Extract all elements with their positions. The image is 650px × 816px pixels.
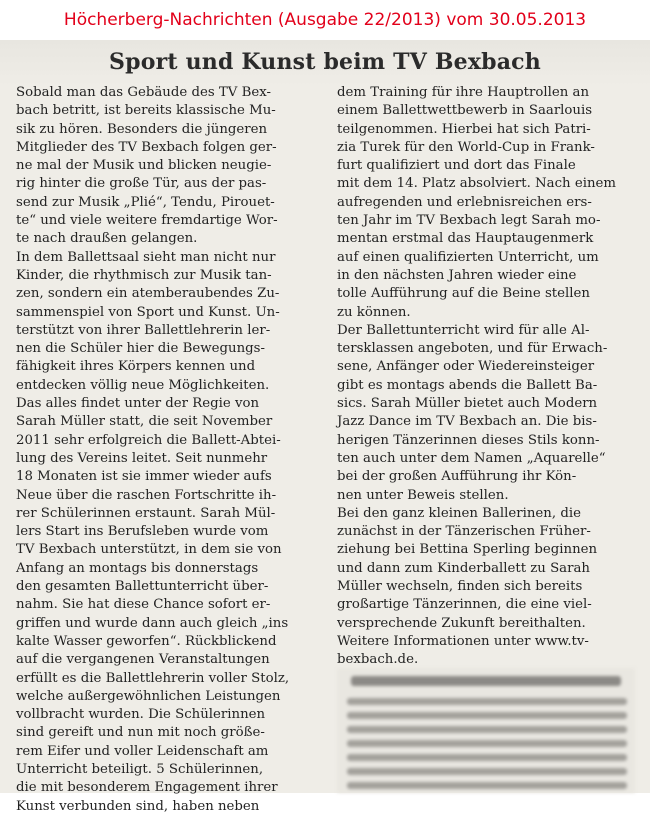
article-text-line: vollbracht wurden. Die Schülerinnen [16,707,266,723]
article-text-line: sind gereift und nun mit noch größe- [16,725,265,741]
article-column-right [337,84,635,670]
newspaper-clipping [0,40,650,814]
article-text-line: einem Ballettwettbewerb in Saarlouis [337,103,593,119]
article-text-line: mentan erstmal das Hauptaugenmerk [337,231,594,247]
article-text-line: griffen und wurde dann auch gleich „ins [16,615,289,631]
article-text-line: ne mal der Musik und blicken neugie- [16,158,272,174]
article-text-line: auf die vergangenen Veranstaltungen [16,652,270,668]
blurred-line [347,768,627,775]
article-column-left [16,84,314,816]
article-text-line: Bei den ganz kleinen Ballerinen, die [337,505,581,521]
article-text-line: Das alles findet unter der Regie von [16,396,260,412]
blurred-adjacent-notice [337,668,635,793]
blurred-line [347,698,627,705]
article-text-line: sik zu hören. Besonders die jüngeren [16,121,268,137]
article-text-line: zen, sondern ein atemberaubendes Zu- [16,286,280,302]
article-text-line: bach betritt, ist bereits klassische Mu- [16,103,276,119]
caption-title: Höcherberg-Nachrichten (Ausgabe 22/2013) vom 30.05.2013 [0,0,650,40]
article-text-line: te“ und viele weitere fremdartige Wor- [16,213,278,229]
article-text-line: großartige Tänzerinnen, die eine viel- [337,597,592,613]
article-text-line: aufregenden und erlebnisreichen ers- [337,194,592,210]
article-text-line: in den nächsten Jahren wieder eine [337,267,577,283]
article-text-line: bexbach.de. [337,652,419,668]
article-text-line: 2011 sehr erfolgreich die Ballett-Abtei- [16,432,281,448]
article-text-line: ziehung bei Bettina Sperling beginnen [337,542,598,558]
article-text-line: ten auch unter dem Namen „Aquarelle“ [337,450,606,466]
article-text-line: tolle Aufführung auf die Beine stellen [337,286,590,302]
article-text-line: welche außergewöhnlichen Leistungen [16,688,281,704]
article-text-line: nen die Schüler hier die Bewegungs- [16,341,265,357]
article-text-line: Sobald man das Gebäude des TV Bex- [16,85,271,100]
article-text-line: lung des Vereins leitet. Seit nunmehr [16,450,268,466]
article-text-line: Müller wechseln, finden sich bereits [337,579,583,595]
article-text-line: ten Jahr im TV Bexbach legt Sarah mo- [337,213,601,229]
article-text-line: versprechende Zukunft bereithalten. [337,615,586,631]
blurred-line [347,740,627,747]
article-text-line: mit dem 14. Platz absolviert. Nach einem [337,176,616,192]
blurred-line [347,782,627,789]
article-text-line: terstützt von ihrer Ballettlehrerin ler- [16,322,271,338]
article-text-line: die mit besonderem Engagement ihrer [16,780,278,796]
article-text-line: 18 Monaten ist sie immer wieder aufs [16,469,272,485]
article-text-line: nen unter Beweis stellen. [337,487,509,503]
article-text-line: lers Start ins Berufsleben wurde vom [16,524,269,540]
article-text-line: Anfang an montags bis donnerstags [16,560,259,576]
article-text-line: entdecken völlig neue Möglichkeiten. [16,377,270,393]
article-text-line: auf einen qualifizierten Unterricht, um [337,249,599,265]
article-text-line: tersklassen angeboten, und für Erwach- [337,341,608,357]
article-text-line: zu können. [337,304,411,320]
article-text-line: dem Training für ihre Hauptrollen an [337,85,590,100]
article-text-line: Jazz Dance im TV Bexbach an. Die bis- [337,414,597,430]
article-text-line: kalte Wasser geworfen“. Rückblickend [16,633,277,649]
article-text-line: gibt es montags abends die Ballett Ba- [337,377,598,393]
article-text-line: rem Eifer und voller Leidenschaft am [16,743,269,759]
article-text-line: sene, Anfänger oder Wiedereinsteiger [337,359,595,375]
article-text-line: Kunst verbunden sind, haben neben [16,798,260,814]
article-text-line: send zur Musik „Plié“, Tendu, Pirouet- [16,194,275,210]
article-text-line: Neue über die raschen Fortschritte ih- [16,487,277,503]
article-headline: Sport und Kunst beim TV Bexbach [109,49,541,75]
article-text-line: Der Ballettunterricht wird für alle Al- [337,322,590,338]
article-text-line: Mitglieder des TV Bexbach folgen ger- [16,139,277,155]
blurred-line [347,712,627,719]
article-text-line: teilgenommen. Hierbei hat sich Patri- [337,121,591,137]
article-text-line: fähigkeit ihres Körpers kennen und [16,359,256,375]
article-text-line: herigen Tänzerinnen dieses Stils konn- [337,432,600,448]
article-text-line: sics. Sarah Müller bietet auch Modern [337,396,598,412]
blurred-notice-title [351,676,621,686]
article-text-line: zunächst in der Tänzerischen Früher- [337,524,591,540]
article-text-line: In dem Ballettsaal sieht man nicht nur [16,249,276,265]
article-text-line: rer Schülerinnen erstaunt. Sarah Mül- [16,505,276,521]
article-text-line: erfüllt es die Ballettlehrerin voller Stolz, [16,670,290,686]
article-text-line: zia Turek für den World-Cup in Frank- [337,139,595,155]
article-text-line: rig hinter die große Tür, aus der pas- [16,176,267,192]
article-text-line: furt qualifiziert und dort das Finale [337,158,576,174]
article-text-line: nahm. Sie hat diese Chance sofort er- [16,597,271,613]
article-text-line: sammenspiel von Sport und Kunst. Un- [16,304,280,320]
article-text-line: bei der großen Aufführung ihr Kön- [337,469,577,485]
article-text-line: Unterricht beteiligt. 5 Schülerinnen, [16,761,264,777]
blurred-line [347,754,627,761]
article-text-line: den gesamten Ballettunterricht über- [16,579,269,595]
article-text-line: Sarah Müller statt, die seit November [16,414,273,430]
article-text-line: und dann zum Kinderballett zu Sarah [337,560,590,576]
article-text-line: TV Bexbach unterstützt, in dem sie von [16,542,282,558]
article-text-line: Weitere Informationen unter www.tv- [337,633,589,649]
article-text-line: Kinder, die rhythmisch zur Musik tan- [16,267,272,283]
article-text-line: te nach draußen gelangen. [16,231,198,247]
blurred-line [347,726,627,733]
